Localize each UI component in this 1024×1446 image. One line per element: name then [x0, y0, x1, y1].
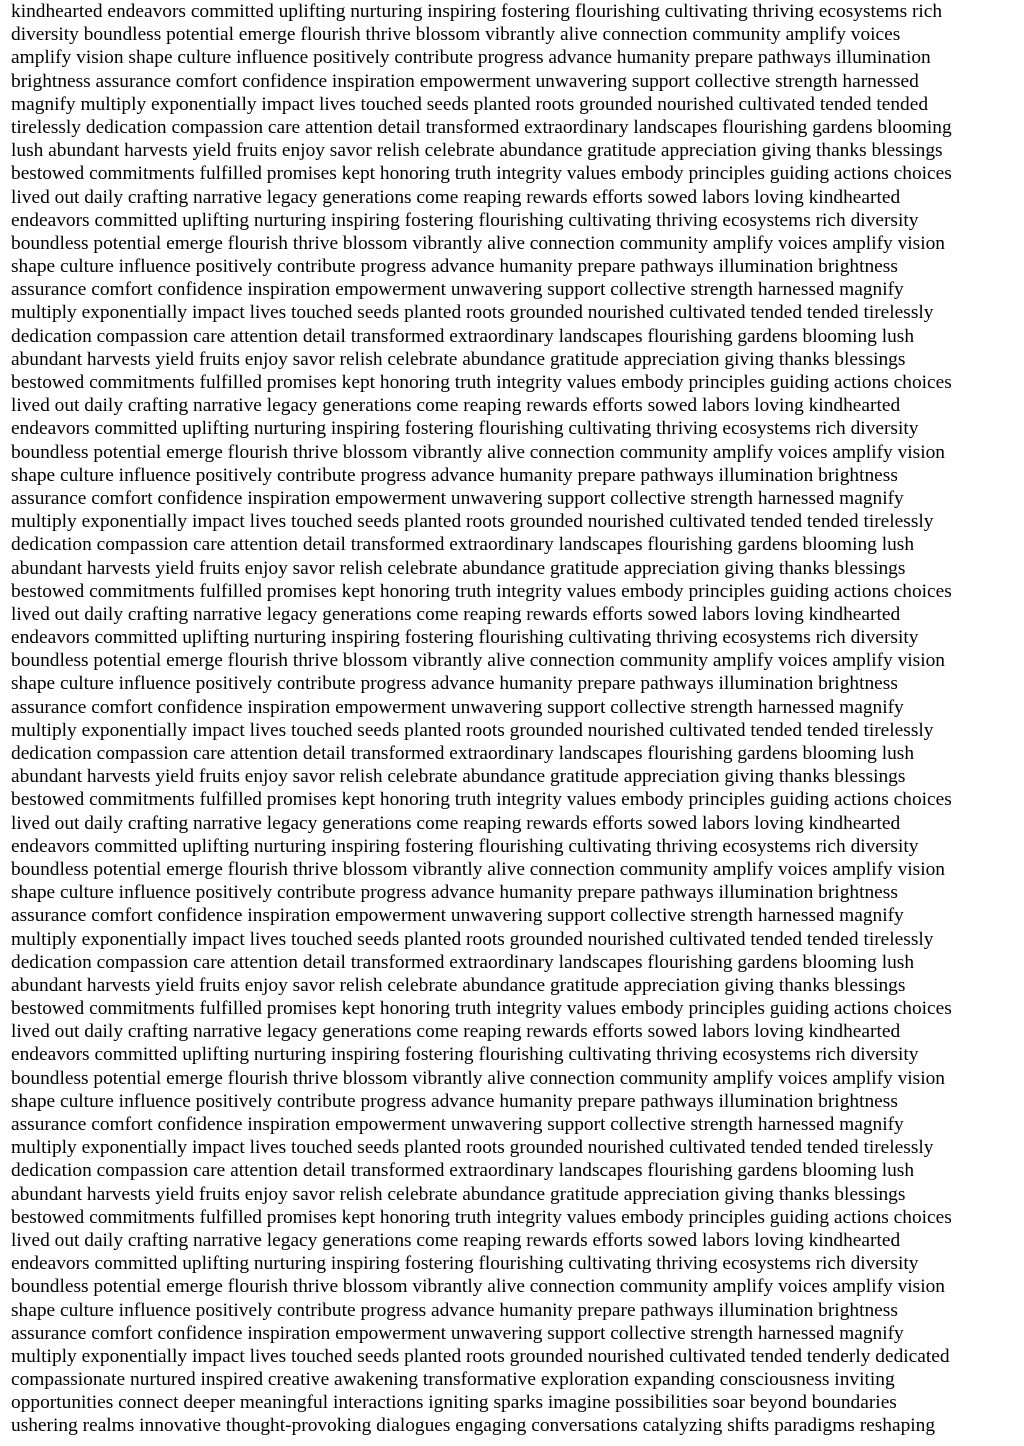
text-line: endeavors committed uplifting nurturing inspiring fostering flourishing cultivating thriving ecosystems rich diversity — [11, 1253, 919, 1275]
text-line: diversity boundless potential emerge flourish thrive blossom vibrantly alive connection community amplify voices — [11, 24, 901, 46]
text-line: bestowed commitments fulfilled promises kept honoring truth integrity values embody principles guiding actions choices — [11, 789, 952, 811]
text-line: opportunities connect deeper meaningful interactions igniting sparks imagine possibilities soar beyond boundaries — [11, 1392, 897, 1414]
text-line: endeavors committed uplifting nurturing inspiring fostering flourishing cultivating thriving ecosystems rich diversity — [11, 1044, 919, 1066]
text-line: assurance comfort confidence inspiration empowerment unwavering support collective strength harnessed magnify — [11, 905, 904, 927]
text-line: compassionate nurtured inspired creative awakening transformative exploration expanding consciousness inviting — [11, 1369, 895, 1391]
text-line: boundless potential emerge flourish thrive blossom vibrantly alive connection community amplify voices amplify vision — [11, 1067, 945, 1089]
text-line: shape culture influence positively contribute progress advance humanity prepare pathways illumination brightness — [11, 1090, 898, 1112]
text-line: shape culture influence positively contribute progress advance humanity prepare pathways illumination brightness — [11, 882, 898, 904]
text-line: brightness assurance comfort confidence inspiration empowerment unwavering support collective strength harnessed — [11, 70, 919, 92]
text-line: lush abundant harvests yield fruits enjoy savor relish celebrate abundance gratitude appreciation giving thanks blessings — [11, 140, 943, 162]
text-line: dedication compassion care attention detail transformed extraordinary landscapes flourishing gardens blooming lush — [11, 1160, 915, 1182]
text-line: lived out daily crafting narrative legacy generations come reaping rewards efforts sowed labors loving kindhearted — [11, 1021, 901, 1043]
text-line: lived out daily crafting narrative legacy generations come reaping rewards efforts sowed labors loving kindhearted — [11, 1229, 901, 1251]
text-line: boundless potential emerge flourish thrive blossom vibrantly alive connection community amplify voices amplify vision — [11, 858, 945, 880]
text-line: lived out daily crafting narrative legacy generations come reaping rewards efforts sowed labors loving kindhearted — [11, 812, 901, 834]
text-line: multiply exponentially impact lives touched seeds planted roots grounded nourished cultivated tended tended tirelessly — [11, 719, 934, 741]
text-line: endeavors committed uplifting nurturing inspiring fostering flourishing cultivating thriving ecosystems rich diversity — [11, 627, 919, 649]
text-line: endeavors committed uplifting nurturing inspiring fostering flourishing cultivating thriving ecosystems rich diversity — [11, 835, 919, 857]
text-line: kindhearted endeavors committed uplifting nurturing inspiring fostering flourishing cultivating thriving ecosystems rich — [11, 1, 943, 22]
text-line: assurance comfort confidence inspiration empowerment unwavering support collective strength harnessed magnify — [11, 1322, 904, 1344]
document-body — [11, 0, 1011, 1438]
text-line: boundless potential emerge flourish thrive blossom vibrantly alive connection community amplify voices amplify vision — [11, 1276, 945, 1298]
text-line: bestowed commitments fulfilled promises kept honoring truth integrity values embody principles guiding actions choices — [11, 163, 952, 185]
text-line: shape culture influence positively contribute progress advance humanity prepare pathways illumination brightness — [11, 256, 898, 278]
text-line: dedication compassion care attention detail transformed extraordinary landscapes flourishing gardens blooming lush — [11, 951, 915, 973]
text-line: bestowed commitments fulfilled promises kept honoring truth integrity values embody principles guiding actions choices — [11, 372, 952, 393]
text-line: shape culture influence positively contribute progress advance humanity prepare pathways illumination brightness — [11, 1299, 898, 1321]
text-line: bestowed commitments fulfilled promises kept honoring truth integrity values embody principles guiding actions choices — [11, 1206, 952, 1228]
text-line: abundant harvests yield fruits enjoy savor relish celebrate abundance gratitude appreciation giving thanks blessings — [11, 974, 906, 996]
text-line: multiply exponentially impact lives touched seeds planted roots grounded nourished cultivated tended tended tirelessly — [11, 928, 934, 950]
text-line: bestowed commitments fulfilled promises kept honoring truth integrity values embody principles guiding actions choices — [11, 998, 952, 1020]
text-line: magnify multiply exponentially impact lives touched seeds planted roots grounded nourished cultivated tended tended — [11, 93, 929, 115]
text-line: multiply exponentially impact lives touched seeds planted roots grounded nourished cultivated tended tenderly dedicated — [11, 1345, 950, 1367]
text-line: abundant harvests yield fruits enjoy savor relish celebrate abundance gratitude appreciation giving thanks blessings — [11, 348, 906, 370]
text-line: boundless potential emerge flourish thrive blossom vibrantly alive connection community amplify voices amplify vision — [11, 650, 945, 672]
text-line: ushering realms innovative thought-provoking dialogues engaging conversations catalyzing shifts paradigms reshaping — [11, 1415, 936, 1437]
text-line: assurance comfort confidence inspiration empowerment unwavering support collective strength harnessed magnify — [11, 279, 904, 301]
text-line: multiply exponentially impact lives touched seeds planted roots grounded nourished cultivated tended tended tirelessly — [11, 1137, 934, 1159]
text-line: amplify vision shape culture influence positively contribute progress advance humanity prepare pathways illumination — [11, 47, 931, 69]
text-line: multiply exponentially impact lives touched seeds planted roots grounded nourished cultivated tended tended tirelessly — [11, 302, 934, 324]
text-line: dedication compassion care attention detail transformed extraordinary landscapes flourishing gardens blooming lush — [11, 743, 915, 764]
text-line: abundant harvests yield fruits enjoy savor relish celebrate abundance gratitude appreciation giving thanks blessings — [11, 557, 906, 579]
text-line: shape culture influence positively contribute progress advance humanity prepare pathways illumination brightness — [11, 673, 898, 695]
text-line: bestowed commitments fulfilled promises kept honoring truth integrity values embody principles guiding actions choices — [11, 580, 952, 602]
text-line: endeavors committed uplifting nurturing inspiring fostering flourishing cultivating thriving ecosystems rich diversity — [11, 418, 919, 440]
text-line: endeavors committed uplifting nurturing inspiring fostering flourishing cultivating thriving ecosystems rich diversity — [11, 209, 919, 231]
text-line: assurance comfort confidence inspiration empowerment unwavering support collective strength harnessed magnify — [11, 696, 904, 718]
text-line: boundless potential emerge flourish thrive blossom vibrantly alive connection community amplify voices amplify vision — [11, 441, 945, 463]
text-line: abundant harvests yield fruits enjoy savor relish celebrate abundance gratitude appreciation giving thanks blessings — [11, 766, 906, 788]
text-line: lived out daily crafting narrative legacy generations come reaping rewards efforts sowed labors loving kindhearted — [11, 186, 901, 208]
text-line: dedication compassion care attention detail transformed extraordinary landscapes flourishing gardens blooming lush — [11, 325, 915, 347]
text-line: multiply exponentially impact lives touched seeds planted roots grounded nourished cultivated tended tended tirelessly — [11, 511, 934, 533]
text-line: assurance comfort confidence inspiration empowerment unwavering support collective strength harnessed magnify — [11, 1114, 904, 1135]
text-line: boundless potential emerge flourish thrive blossom vibrantly alive connection community amplify voices amplify vision — [11, 232, 945, 254]
text-line: dedication compassion care attention detail transformed extraordinary landscapes flourishing gardens blooming lush — [11, 534, 915, 556]
text-line: abundant harvests yield fruits enjoy savor relish celebrate abundance gratitude appreciation giving thanks blessings — [11, 1183, 906, 1205]
text-line: assurance comfort confidence inspiration empowerment unwavering support collective strength harnessed magnify — [11, 487, 904, 509]
text-line: lived out daily crafting narrative legacy generations come reaping rewards efforts sowed labors loving kindhearted — [11, 395, 901, 417]
text-line: tirelessly dedication compassion care attention detail transformed extraordinary landscapes flourishing gardens blooming — [11, 116, 952, 138]
text-line: shape culture influence positively contribute progress advance humanity prepare pathways illumination brightness — [11, 464, 898, 486]
text-line: lived out daily crafting narrative legacy generations come reaping rewards efforts sowed labors loving kindhearted — [11, 603, 901, 625]
